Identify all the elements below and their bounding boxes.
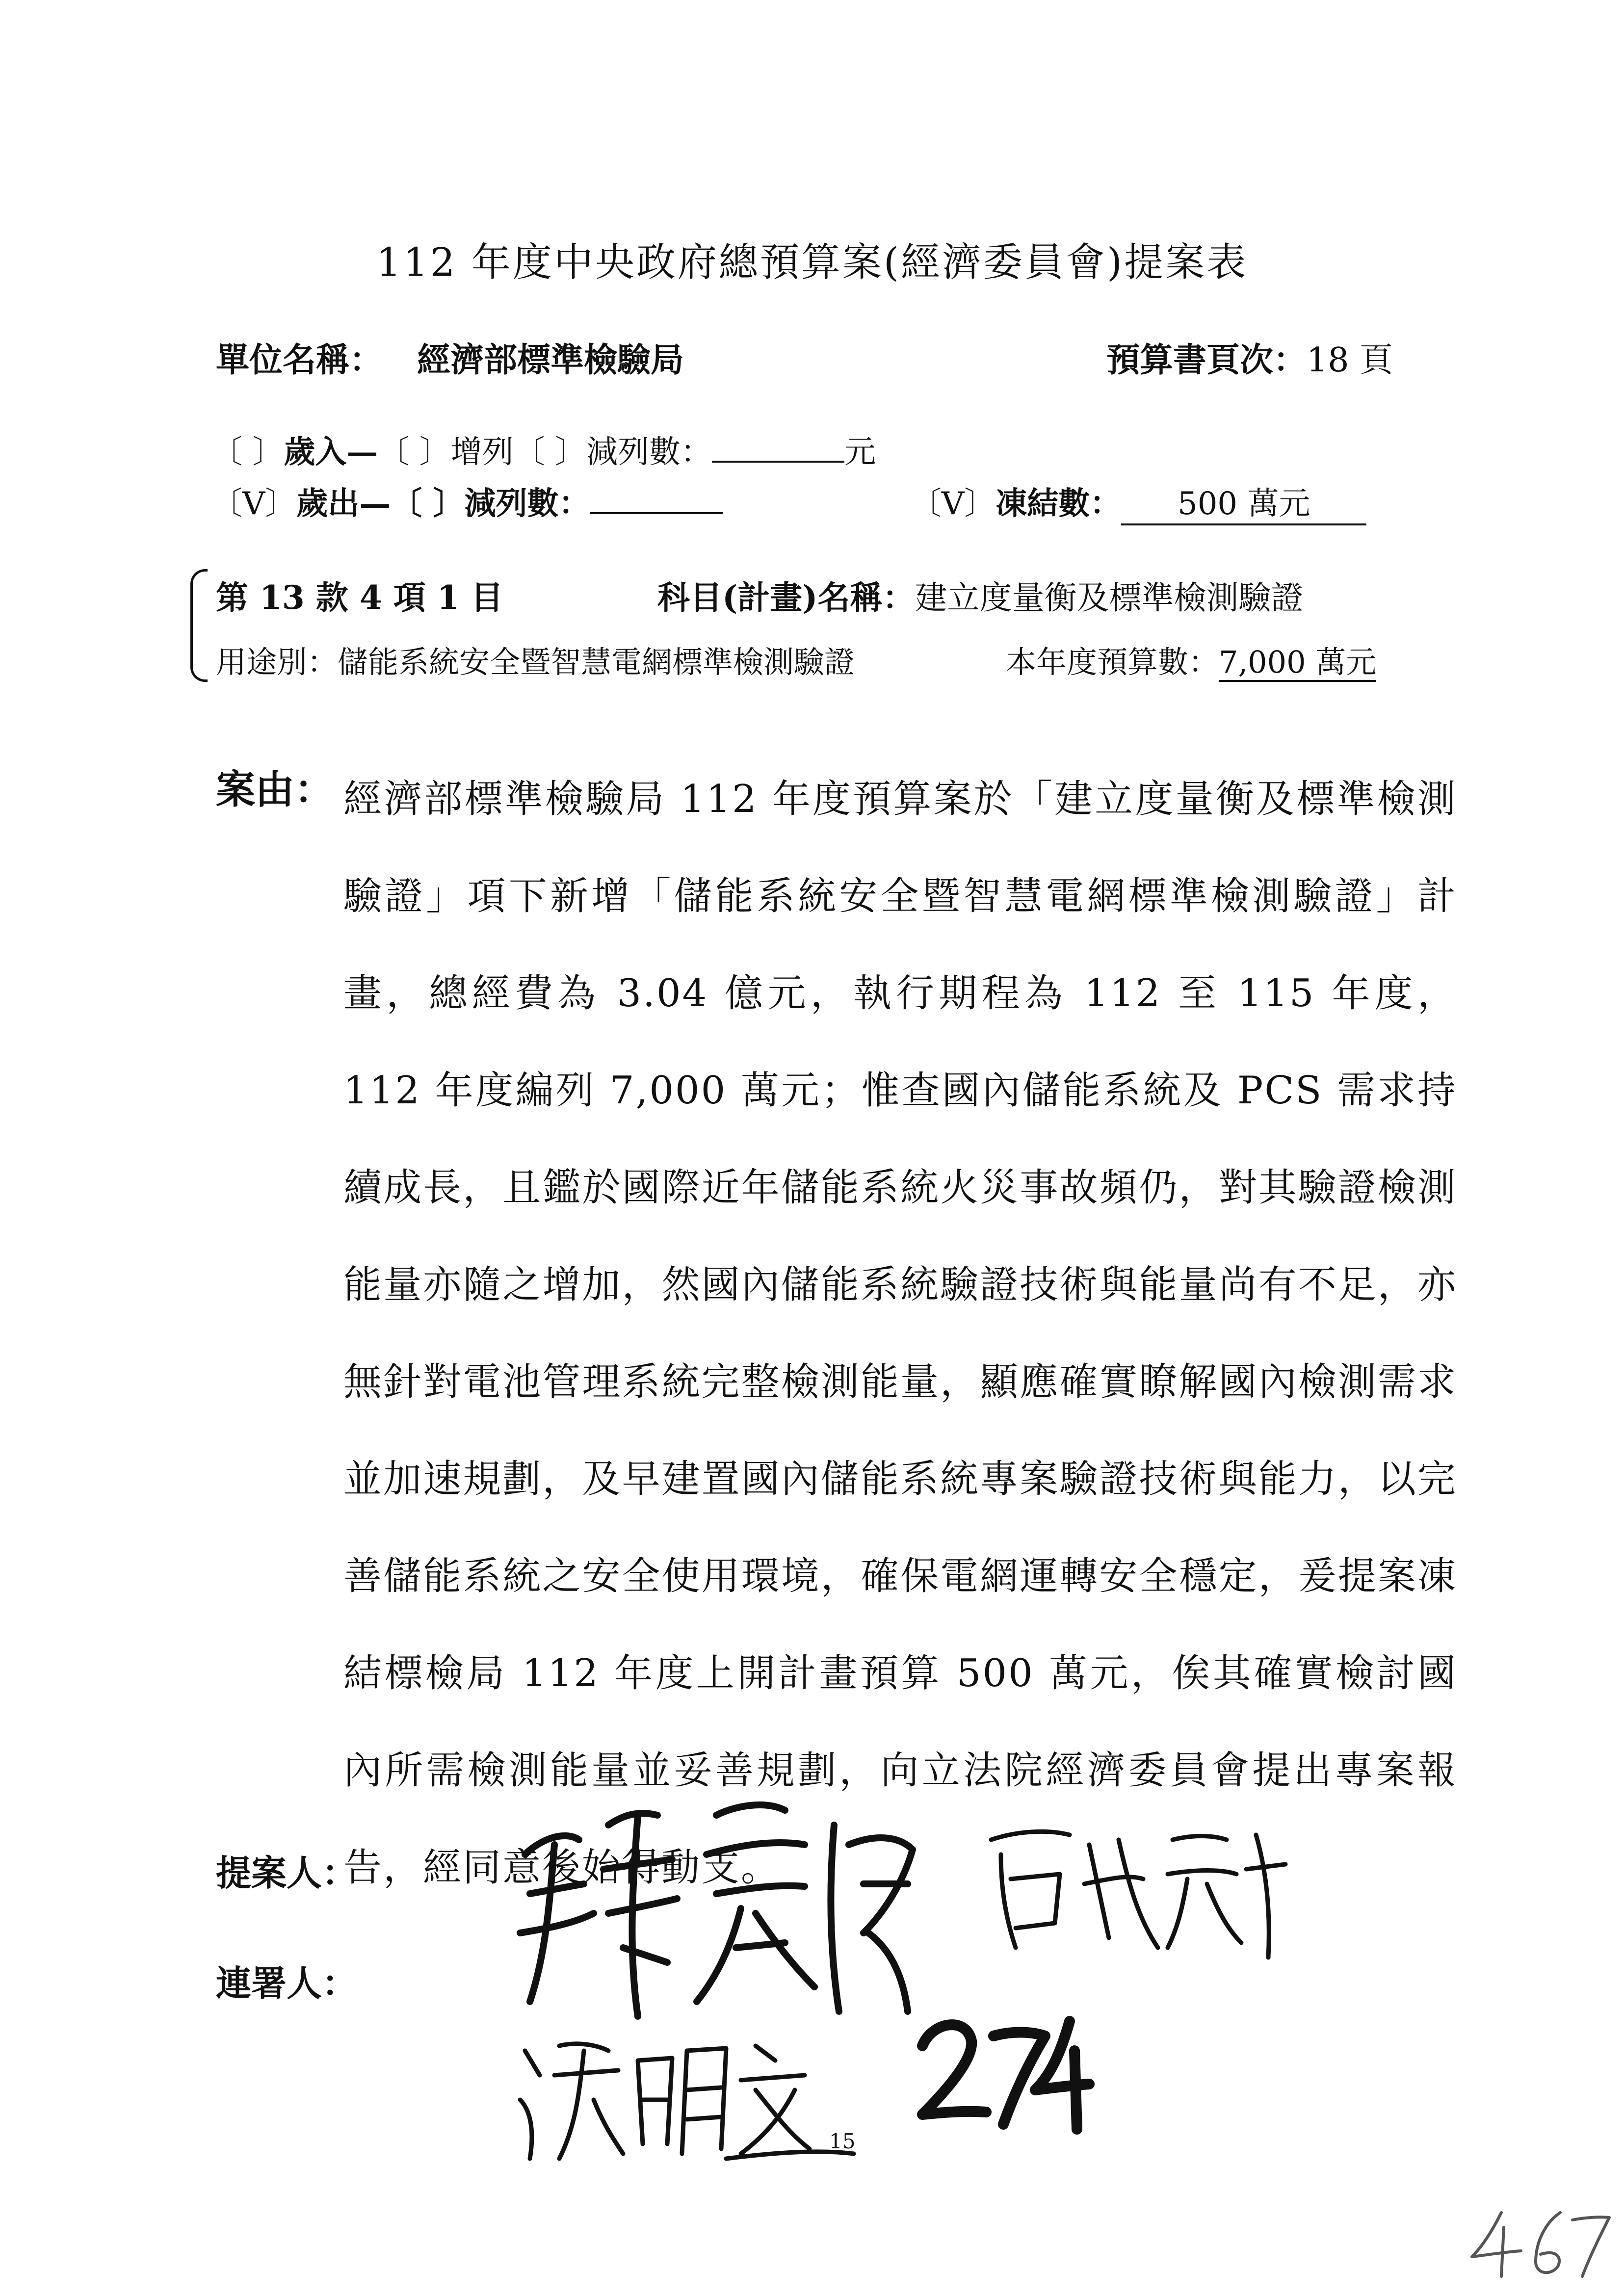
cosigner-signature-2 bbox=[510, 2031, 864, 2173]
revenue-unit: 元 bbox=[844, 434, 876, 470]
unit-name: 經濟部標準檢驗局 bbox=[417, 340, 684, 380]
subject-label: 科目(計畫)名稱： bbox=[657, 578, 915, 617]
page-number: 15 bbox=[829, 2129, 856, 2153]
usage-category bbox=[216, 638, 855, 681]
budget-label: 本年度預算數： bbox=[1006, 644, 1219, 680]
pencil-page-stamp bbox=[1467, 2203, 1614, 2281]
proposer-label: 提案人： bbox=[216, 1852, 358, 1894]
subject-value: 建立度量衡及標準檢測驗證 bbox=[915, 579, 1304, 617]
item-bracket bbox=[190, 569, 208, 682]
usage-label: 用途別： bbox=[216, 644, 338, 680]
revenue-label: 歲入— bbox=[284, 434, 378, 470]
reason-text: 經濟部標準檢驗局 112 年度預算案於「建立度量衡及標準檢測驗證」項下新增「儲能系統安全暨智慧電網標準檢測驗證」計畫，總經費為 3.04 億元，執行期程為 112 至 115 年度，112 年度編列 7,000 萬元；惟查國內儲能系統及 PCS 需求持續成長，且鑑於國際近年儲能系統火災事故頻仍，對其驗證檢測能量亦隨之增加，然國內儲能系統驗證技術與能量尚有不足，亦無針對電池管理系統完整檢測能量，顯應確實瞭解國內檢測需求並加速規劃，及早建置國內儲能系統專案驗證技術與能力，以完善儲能系統之安全使用環境，確保電網運轉安全穩定，爰提案凍結標檢局 112 年度上開計畫預算 500 萬元，俟其確實檢討國內所需檢測能量並妥善規劃，向立法院經濟委員會提出專案報告，經同意後始得動支。 bbox=[343, 777, 1457, 1890]
page-title: 112 年度中央政府總預算案(經濟委員會)提案表 bbox=[376, 239, 1248, 285]
freeze-label: 凍結數： bbox=[995, 485, 1122, 522]
reason-label: 案由： bbox=[216, 766, 334, 812]
budget-page-reference bbox=[1106, 334, 1393, 381]
revenue-amount-blank bbox=[712, 431, 844, 463]
expenditure-checkbox: 〔V〕 bbox=[211, 486, 297, 522]
budget-value: 7,000 萬元 bbox=[1219, 644, 1376, 682]
freeze-amount bbox=[910, 478, 1366, 525]
expenditure-amount-blank bbox=[590, 483, 723, 514]
item-code: 第 13 款 4 項 1 目 bbox=[216, 578, 503, 617]
freeze-checkbox: 〔V〕 bbox=[910, 486, 996, 522]
page-ref-value: 18 頁 bbox=[1307, 341, 1393, 380]
freeze-value: 500 萬元 bbox=[1121, 478, 1366, 525]
cosigner-label: 連署人： bbox=[216, 1962, 358, 2004]
expenditure-row bbox=[211, 478, 723, 523]
handwritten-number bbox=[913, 2002, 1099, 2139]
usage-value: 儲能系統安全暨智慧電網標準檢測驗證 bbox=[338, 644, 855, 680]
revenue-row bbox=[211, 427, 876, 472]
revenue-decrease-option: 〔 〕減列數： bbox=[513, 434, 712, 470]
cosigner-signature-1 bbox=[981, 1810, 1295, 1972]
annual-budget bbox=[1006, 638, 1376, 681]
expenditure-decrease-option: 〔 〕減列數： bbox=[391, 485, 590, 522]
revenue-increase-option: 〔 〕增列 bbox=[378, 434, 514, 470]
unit-label: 單位名稱： bbox=[216, 340, 383, 380]
page-ref-label: 預算書頁次： bbox=[1106, 340, 1307, 380]
proposer-signature bbox=[510, 1786, 922, 2041]
subject-name bbox=[657, 572, 1303, 618]
expenditure-label: 歲出— bbox=[296, 485, 391, 522]
revenue-checkbox: 〔 〕 bbox=[211, 434, 284, 470]
